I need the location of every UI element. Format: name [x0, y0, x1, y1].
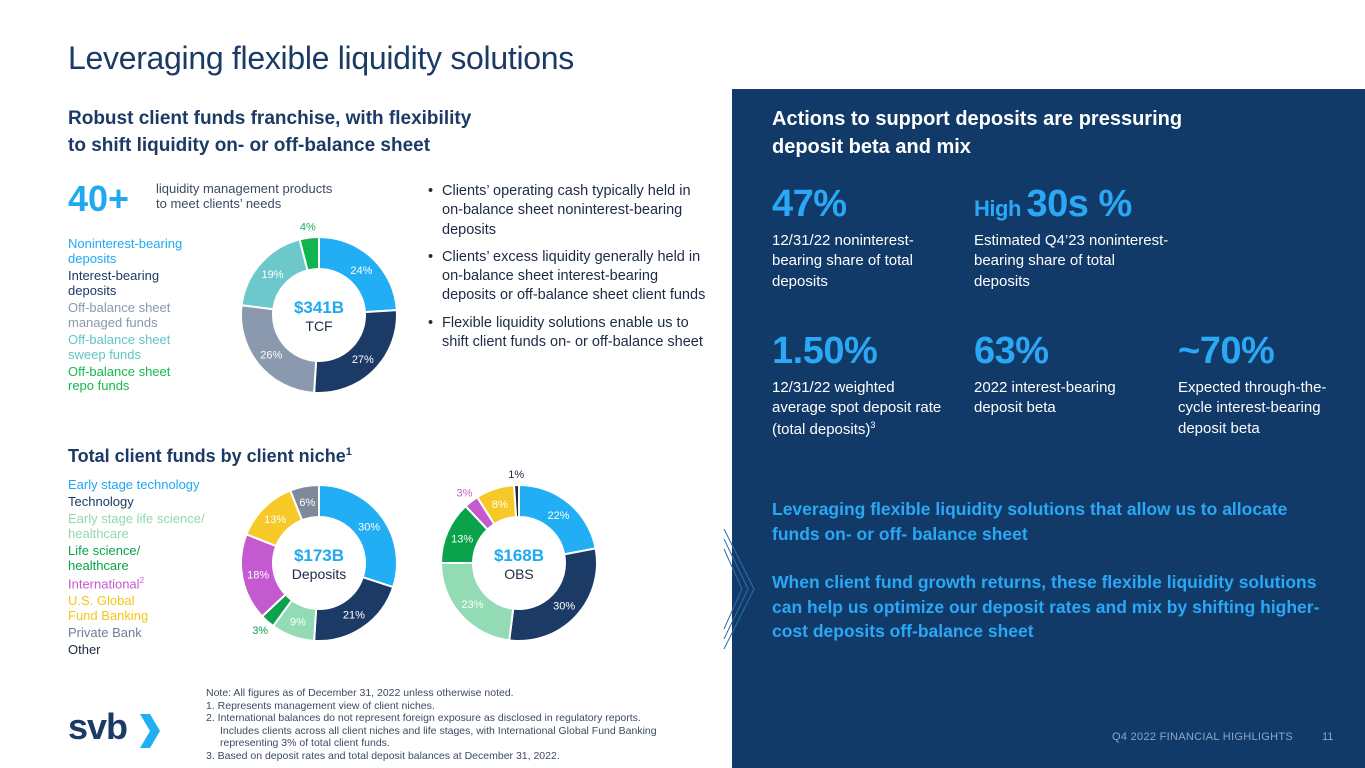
legend-label-line2: managed funds	[68, 314, 158, 330]
legend-label: U.S. Global	[68, 592, 135, 608]
donut-label: 13%	[451, 533, 474, 546]
legend-label: International$^2$	[68, 575, 145, 591]
products-count: 40+	[68, 178, 130, 219]
donut-center-label: OBS	[504, 566, 534, 582]
donut-label: 18%	[247, 569, 270, 582]
left-heading-line1: Robust client funds franchise, with flexibility	[68, 108, 472, 129]
logo-chevron-icon	[138, 712, 160, 750]
legend-label: Off-balance sheet	[68, 363, 171, 379]
products-label	[156, 182, 356, 212]
niche-legend	[68, 478, 205, 660]
donut-label: 24%	[350, 264, 373, 277]
stat-estimated-share	[974, 185, 1174, 292]
legend-item	[68, 626, 205, 641]
legend-item	[68, 301, 182, 331]
page-title: Leveraging flexible liquidity solutions	[68, 40, 574, 76]
donut-label: 30%	[358, 521, 381, 534]
legend-item	[68, 512, 205, 542]
legend-item	[68, 643, 205, 658]
legend-item	[68, 237, 182, 267]
blue-text-2: When client fund growth returns, these flexible liquidity solutions can help us optimize our deposit rates and mix by shifting higher-cost deposits off-balance sheet	[772, 572, 1320, 641]
bullet-list	[428, 182, 708, 360]
niche-heading-sup: 1	[345, 446, 352, 458]
legend-label: Technology	[68, 493, 134, 509]
right-heading: Actions to support deposits are pressuring deposit beta and mix	[772, 108, 1183, 158]
legend-label: Interest-bearing	[68, 267, 160, 283]
donut-center-value: $173B	[293, 546, 345, 565]
donut-label: 26%	[260, 349, 283, 362]
donut-label: 13%	[264, 514, 287, 527]
donut-label: 23%	[461, 599, 484, 612]
svb-logo: svb	[68, 706, 128, 747]
donut-label: 19%	[261, 268, 284, 281]
bullet-item: • Clients’ operating cash typically held in on-balance sheet noninterest-bearing deposits	[428, 182, 708, 240]
donut-center-value: $341B	[293, 298, 345, 317]
donut-label: 21%	[342, 609, 365, 622]
legend-item	[68, 576, 205, 592]
legend-item	[68, 365, 182, 395]
donut-center-label: TCF	[305, 318, 333, 334]
footnotes	[206, 687, 676, 763]
niche-heading	[68, 444, 352, 469]
legend-sup: 2	[139, 575, 145, 585]
donut-slice	[514, 485, 519, 517]
bullet-item: • Flexible liquidity solutions enable us to shift client funds on- or off-balance sheet	[428, 314, 708, 353]
stat-desc: Estimated Q4’23 noninterest-bearing share of total deposits	[974, 232, 1169, 290]
stat-value: 30s %	[1026, 183, 1132, 225]
bullet-item: • Clients’ excess liquidity generally held in on-balance sheet interest-bearing deposits or off-balance sheet client funds	[428, 248, 708, 306]
footnote-3: 3. Based on deposit rates and total deposit balances at December 31, 2022.	[206, 749, 560, 762]
footer-label: Q4 2022 FINANCIAL HIGHLIGHTS	[1112, 731, 1293, 743]
blue-text-1: Leveraging flexible liquidity solutions that allow us to allocate funds on- or off- balance sheet	[772, 499, 1288, 544]
footnote-general: Note: All figures as of December 31, 2022 unless otherwise noted.	[206, 687, 514, 699]
legend-label-line2: Fund Banking	[68, 607, 149, 623]
products-label-line1: liquidity management products	[156, 181, 333, 196]
stat-desc: 12/31/22 noninterest-bearing share of total deposits	[772, 232, 914, 290]
chevron-decoration-icon	[724, 519, 764, 659]
legend-label: Life science/	[68, 542, 141, 558]
stat-desc: 2022 interest-bearing deposit beta	[974, 379, 1116, 417]
legend-label: Off-balance sheet	[68, 331, 171, 347]
donut-label: 3%	[252, 624, 269, 637]
legend-label-line2: healthcare	[68, 557, 129, 573]
legend-label-line2: deposits	[68, 282, 117, 298]
footnote-2: 2. International balances do not represent foreign exposure as disclosed in regulatory reports. Includes clients across all client niches and life stages, with International Global Fund Banking representing 3% of total client funds.	[206, 712, 657, 750]
donut-label: 9%	[290, 616, 306, 629]
stat-deposit-beta	[974, 332, 1144, 419]
donut-label: 27%	[351, 353, 374, 366]
legend-label-line2: sweep funds	[68, 346, 141, 362]
legend-item	[68, 269, 182, 299]
stat-value: ~70%	[1178, 330, 1275, 372]
legend-label: Early stage technology	[68, 477, 200, 492]
donut-label: 30%	[553, 600, 576, 613]
legend-item	[68, 478, 205, 493]
stat-value: 1.50%	[772, 330, 878, 372]
legend-label-line2: deposits	[68, 250, 117, 266]
legend-item	[68, 495, 205, 510]
legend-item	[68, 544, 205, 574]
stat-deposit-rate	[772, 332, 942, 440]
stat-value: 63%	[974, 330, 1049, 372]
donut-label: 4%	[299, 221, 316, 234]
niche-heading-text: Total client funds by client niche	[68, 446, 346, 466]
tcf-donut-chart	[239, 221, 399, 395]
page-number: 11	[1322, 731, 1334, 743]
stat-desc: 12/31/22 weighted average spot deposit rate (total deposits)	[772, 379, 942, 438]
stat-value: 47%	[772, 183, 847, 225]
stat-through-cycle-beta	[1178, 332, 1338, 439]
legend-label: Other	[68, 641, 101, 657]
legend-label-line2: healthcare	[68, 525, 129, 541]
stat-prefix: High	[974, 196, 1027, 221]
donut-label: 22%	[547, 510, 570, 523]
stat-desc: Expected through-the-cycle interest-bearing deposit beta	[1178, 379, 1327, 437]
legend-label-line2: repo funds	[68, 378, 130, 394]
left-heading	[68, 106, 471, 159]
stat-noninterest-share	[772, 185, 942, 292]
products-label-line2: to meet clients’ needs	[156, 195, 282, 211]
left-heading-line2: to shift liquidity on- or off-balance sheet	[68, 134, 431, 156]
deposits-donut-chart	[239, 483, 399, 643]
donut-center-value: $168B	[493, 546, 545, 565]
donut-center-label: Deposits	[291, 566, 347, 582]
donut-label: 3%	[456, 487, 473, 500]
stat-sup: 3	[870, 419, 876, 430]
obs-donut-chart	[439, 469, 599, 643]
footnote-1: 1. Represents management view of client niches.	[206, 699, 435, 712]
tcf-legend	[68, 237, 182, 396]
donut-label: 6%	[299, 497, 316, 510]
legend-item	[68, 594, 205, 624]
legend-label: Early stage life science/	[68, 510, 205, 526]
legend-label: Noninterest-bearing	[68, 236, 183, 251]
donut-label: 1%	[508, 469, 525, 482]
donut-label: 8%	[491, 499, 508, 512]
right-panel	[732, 89, 1365, 768]
legend-item	[68, 333, 182, 363]
legend-label: Private Bank	[68, 624, 142, 640]
legend-label: Off-balance sheet	[68, 299, 171, 315]
